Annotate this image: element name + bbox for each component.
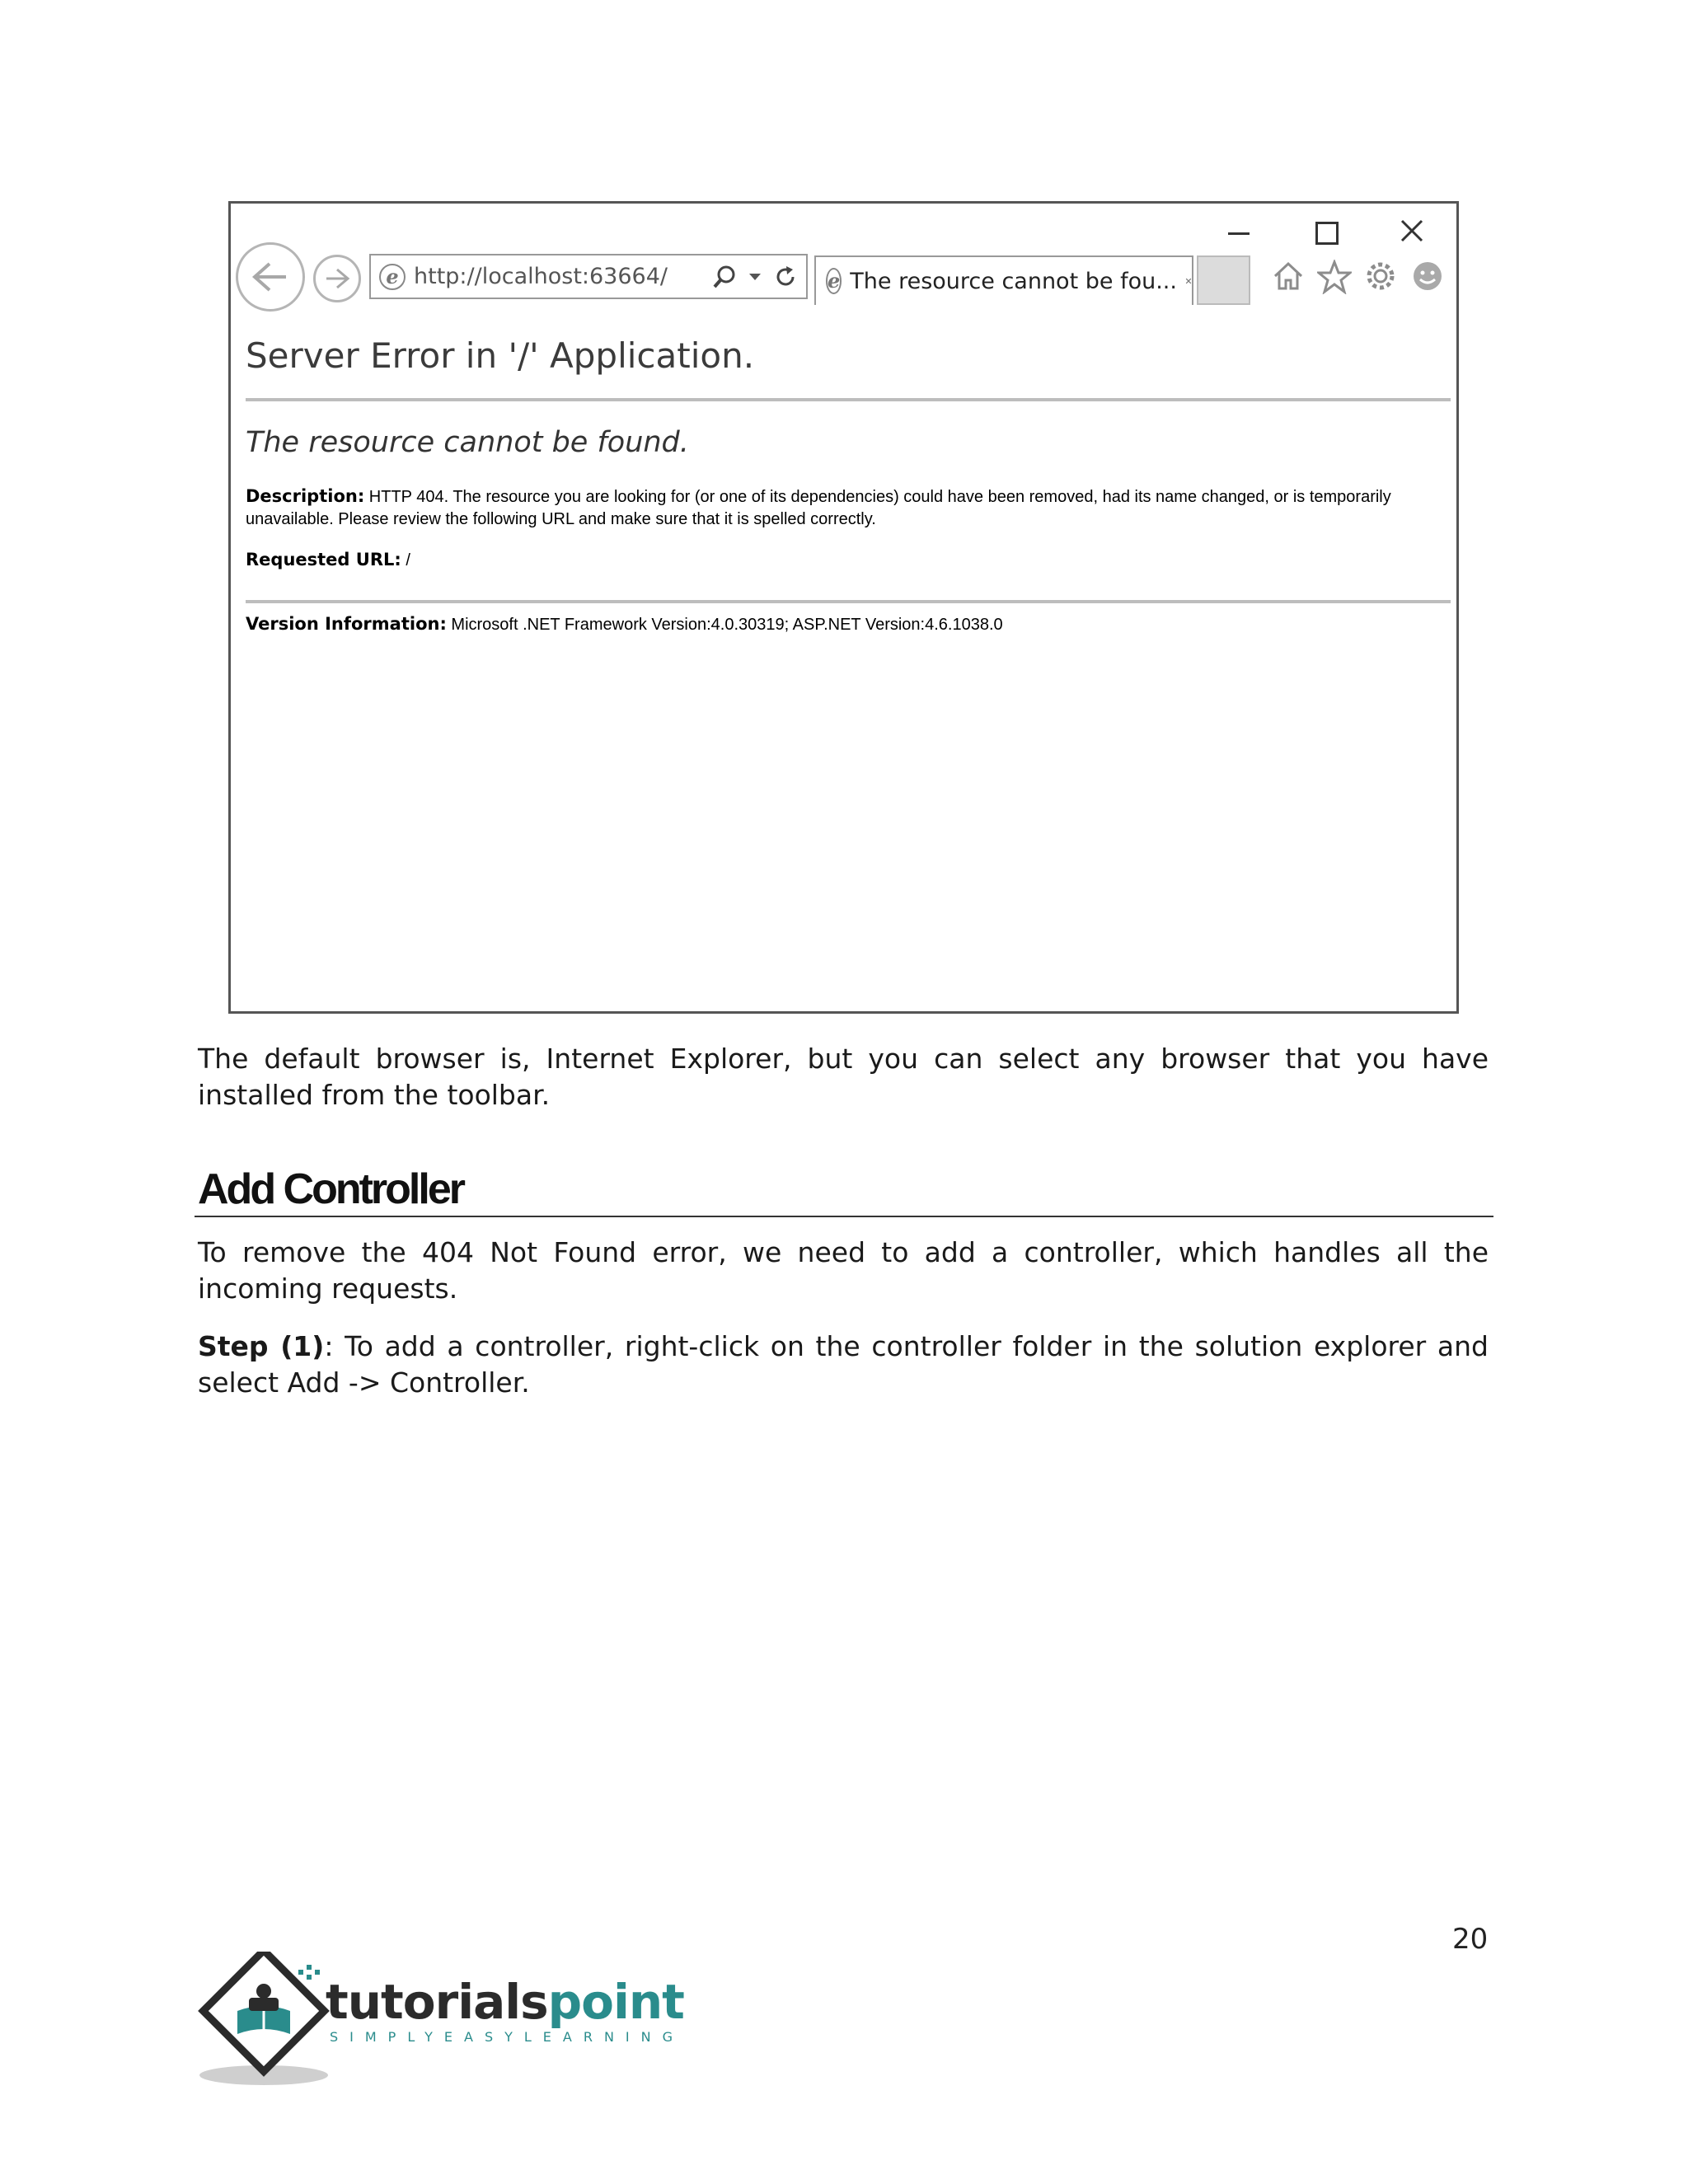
forward-button[interactable] xyxy=(313,255,361,302)
tab-title: The resource cannot be fou... xyxy=(850,268,1177,294)
forward-arrow-icon xyxy=(324,267,350,290)
heading-rule xyxy=(195,1216,1493,1217)
logo-word-point: point xyxy=(547,1974,684,2030)
ie-tab-icon: e xyxy=(828,269,841,293)
version-label: Version Information: xyxy=(246,614,447,634)
address-url[interactable]: http://localhost:63664/ xyxy=(414,264,668,289)
logo-tagline: SIMPLYEASYLEARNING xyxy=(330,2029,685,2045)
minimize-icon[interactable] xyxy=(1228,218,1250,235)
requested-url-value: / xyxy=(406,551,410,569)
tutorialspoint-logo-emblem xyxy=(196,1952,345,2088)
error-subtitle: The resource cannot be found. xyxy=(246,426,689,459)
logo-word-tutorials: tutorials xyxy=(326,1974,548,2030)
favorites-star-icon[interactable] xyxy=(1317,260,1352,294)
requested-url-label: Requested URL: xyxy=(246,550,401,569)
version-information xyxy=(246,613,1003,636)
paragraph-step-1 xyxy=(198,1329,1489,1401)
requested-url xyxy=(246,549,410,572)
settings-gear-icon[interactable] xyxy=(1364,260,1397,293)
page-number: 20 xyxy=(1452,1923,1489,1956)
browser-tab[interactable] xyxy=(814,255,1193,305)
version-value: Microsoft .NET Framework Version:4.0.30319; ASP.NET Version:4.6.1038.0 xyxy=(451,616,1003,634)
maximize-icon[interactable] xyxy=(1315,222,1339,245)
browser-screenshot xyxy=(228,201,1459,1014)
error-description xyxy=(246,485,1449,531)
paragraph-remove-404: To remove the 404 Not Found error, we need to add a controller, which handles all the incoming requests. xyxy=(198,1236,1489,1305)
description-label: Description: xyxy=(246,486,365,506)
paragraph-default-browser: The default browser is, Internet Explorer, but you can select any browser that you have installed from the toolbar. xyxy=(198,1043,1489,1111)
address-bar[interactable] xyxy=(369,254,808,299)
refresh-icon[interactable] xyxy=(773,265,798,289)
section-heading: Add Controller xyxy=(198,1165,463,1213)
dropdown-chevron-icon[interactable] xyxy=(748,272,762,282)
error-divider xyxy=(246,398,1451,401)
error-title: Server Error in '/' Application. xyxy=(246,335,755,376)
close-icon[interactable] xyxy=(1400,218,1424,248)
logo-wordmark xyxy=(326,1974,684,2030)
new-tab-button[interactable] xyxy=(1197,255,1250,305)
tab-close-icon[interactable] xyxy=(1185,273,1192,289)
home-icon[interactable] xyxy=(1272,260,1305,293)
ie-page-icon: e xyxy=(379,264,406,290)
search-icon[interactable] xyxy=(712,265,737,289)
feedback-smiley-icon[interactable] xyxy=(1411,260,1444,293)
description-text: HTTP 404. The resource you are looking for (or one of its dependencies) could have been removed, had its name changed, or is temporarily unavailable. Please review the following URL and make sure that it is spelled correctly. xyxy=(246,488,1391,528)
version-divider xyxy=(246,600,1451,603)
step-label: Step (1) xyxy=(198,1330,325,1362)
back-arrow-icon xyxy=(251,260,289,293)
step-text: : To add a controller, right-click on the controller folder in the solution explorer and select Add -> Controller. xyxy=(198,1330,1489,1399)
back-button[interactable] xyxy=(236,242,305,312)
